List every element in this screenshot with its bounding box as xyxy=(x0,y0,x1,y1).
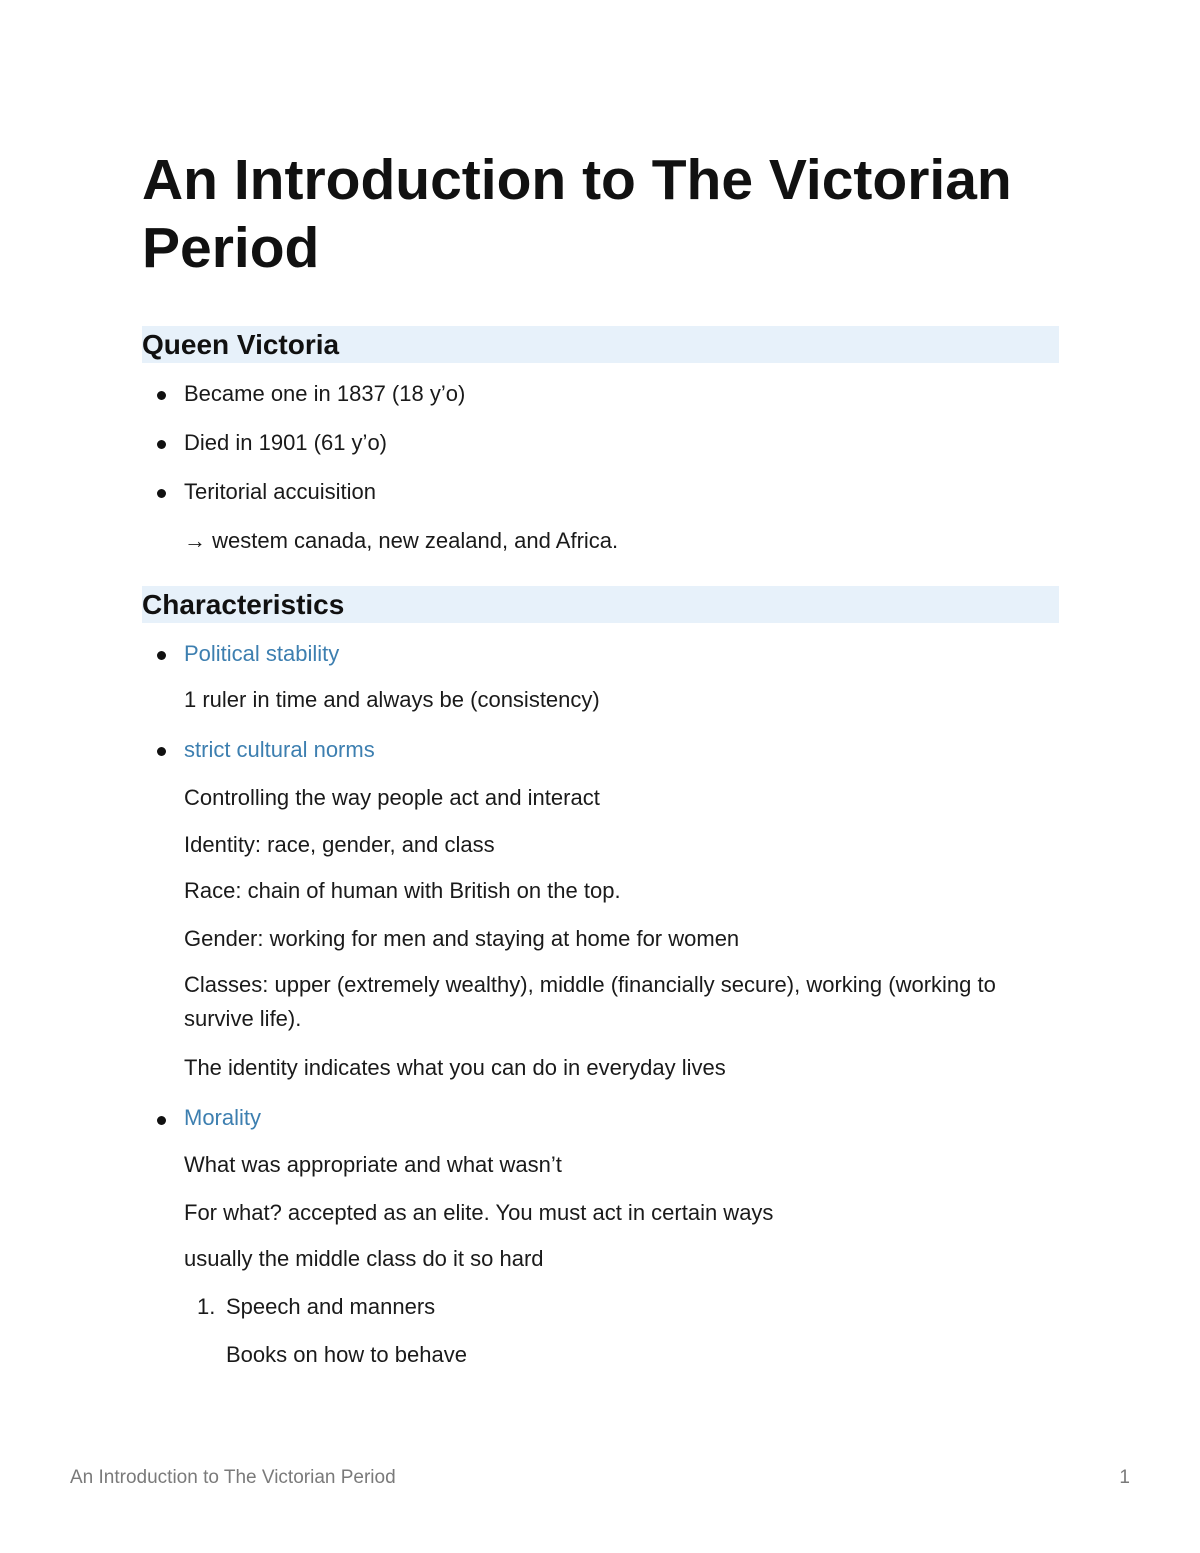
numbered-item-text: Books on how to behave xyxy=(226,1342,467,1367)
bullet-dot xyxy=(157,1116,166,1125)
list-item: Teritorial accuisition xyxy=(184,479,376,504)
list-item-text: Classes: upper (extremely wealthy), middle (financially secure), working (working to survive life). xyxy=(184,972,996,1031)
list-item-label: Political stability xyxy=(184,641,340,666)
list-item-text: What was appropriate and what wasn’t xyxy=(184,1152,562,1177)
bullet-dot xyxy=(157,489,166,498)
list-item: Died in 1901 (61 y’o) xyxy=(184,430,388,455)
bullet-dot xyxy=(157,440,166,449)
list-item-text: Gender: working for men and staying at home for women xyxy=(184,926,740,951)
list-item-text: Controlling the way people act and interact xyxy=(184,785,600,810)
bullet-dot xyxy=(157,747,166,756)
footer-title: An Introduction to The Victorian Period xyxy=(70,1467,396,1488)
section-heading-characteristics: Characteristics xyxy=(142,586,1059,623)
numbered-item-label: Speech and manners xyxy=(226,1294,436,1319)
section-heading-queen-victoria: Queen Victoria xyxy=(142,326,1059,363)
footer-page-number: 1 xyxy=(1119,1467,1130,1488)
list-item-text: The identity indicates what you can do in everyday lives xyxy=(184,1055,726,1080)
list-item-label: strict cultural norms xyxy=(184,737,375,762)
numbered-item-number: 1. xyxy=(197,1294,216,1319)
bullet-dot xyxy=(157,651,166,660)
page-title: An Introduction to The Victorian Period xyxy=(142,148,1012,280)
list-item-label: Morality xyxy=(184,1105,262,1130)
bullet-dot xyxy=(157,391,166,400)
list-item-note: → westem canada, new zealand, and Africa. xyxy=(184,528,619,553)
list-item-text: usually the middle class do it so hard xyxy=(184,1246,544,1271)
list-item-text: For what? accepted as an elite. You must act in certain ways xyxy=(184,1200,774,1225)
list-item-text: Identity: race, gender, and class xyxy=(184,832,495,857)
list-item: Became one in 1837 (18 y’o) xyxy=(184,381,466,406)
list-item-text: Race: chain of human with British on the top. xyxy=(184,878,621,903)
list-item-text: 1 ruler in time and always be (consistency) xyxy=(184,687,600,712)
